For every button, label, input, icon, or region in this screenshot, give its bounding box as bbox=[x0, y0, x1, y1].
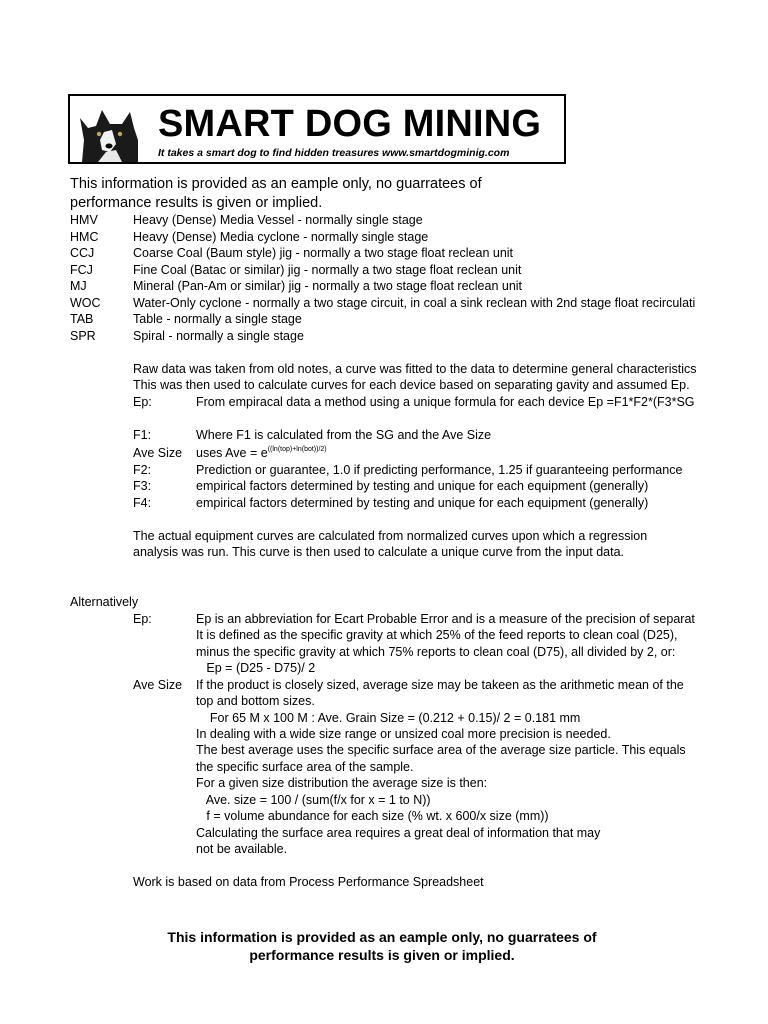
factor-text: Prediction or guarantee, 1.0 if predicting performance, 1.25 if guaranteeing performance bbox=[196, 463, 683, 477]
alt-ave-line: For a given size distribution the average size is then: bbox=[196, 776, 488, 790]
alt-ep-formula: Ep = (D25 - D75)/ 2 bbox=[196, 661, 316, 675]
alt-ave-label: Ave Size bbox=[133, 678, 183, 692]
abbrev-desc: Mineral (Pan-Am or similar) jig - normally a two stage float reclean unit bbox=[133, 279, 523, 293]
intro-line-1: This information is provided as an eample only, no guarratees of bbox=[70, 176, 482, 192]
ep-label: Ep: bbox=[133, 395, 152, 409]
abbrev-code: CCJ bbox=[70, 246, 95, 260]
dog-logo bbox=[76, 100, 142, 162]
actual-line-2: analysis was run. This curve is then used to calculate a unique curve from the input data. bbox=[133, 545, 625, 559]
footer-line-1: This information is provided as an eample only, no guarratees of bbox=[167, 929, 597, 945]
factor-label: F3: bbox=[133, 479, 152, 493]
abbrev-desc: Heavy (Dense) Media Vessel - normally single stage bbox=[133, 213, 423, 227]
actual-line-1: The actual equipment curves are calculated from normalized curves upon which a regression bbox=[133, 529, 648, 543]
alt-ep-line: Ep is an abbreviation for Ecart Probable Error and is a measure of the precision of separat bbox=[196, 612, 695, 626]
abbrev-code: FCJ bbox=[70, 263, 93, 277]
abbrev-code: MJ bbox=[70, 279, 87, 293]
abbrev-desc: Coarse Coal (Baum style) jig - normally a two stage float reclean unit bbox=[133, 246, 514, 260]
alt-ave-line: Ave. size = 100 / (sum(f/x for x = 1 to N)) bbox=[196, 793, 431, 807]
abbrev-desc: Table - normally a single stage bbox=[133, 312, 302, 326]
factor-text: empirical factors determined by testing and unique for each equipment (generally) bbox=[196, 496, 649, 510]
alt-heading: Alternatively bbox=[70, 595, 139, 609]
abbrev-code: TAB bbox=[70, 312, 94, 326]
raw-line-1: Raw data was taken from old notes, a curve was fitted to the data to determine general characteristics bbox=[133, 362, 697, 376]
header-banner bbox=[68, 94, 566, 164]
intro-line-2: performance results is given or implied. bbox=[70, 195, 323, 211]
factor-text: Where F1 is calculated from the SG and the Ave Size bbox=[196, 428, 492, 442]
alt-ave-line: top and bottom sizes. bbox=[196, 694, 315, 708]
brand-title: SMART DOG MINING bbox=[158, 103, 542, 145]
ep-formula: From empiracal data a method using a unique formula for each device Ep =F1*F2*(F3*SG bbox=[196, 395, 695, 409]
abbrev-desc: Water-Only cyclone - normally a two stage circuit, in coal a sink reclean with 2nd stage float recirculati bbox=[133, 296, 696, 310]
alt-ave-line: the specific surface area of the sample. bbox=[196, 760, 414, 774]
abbrev-code: HMV bbox=[70, 213, 98, 227]
abbrev-desc: Spiral - normally a single stage bbox=[133, 329, 304, 343]
brand-tagline: It takes a smart dog to find hidden treasures www.smartdogminig.com bbox=[158, 147, 510, 159]
factor-label: Ave Size bbox=[133, 446, 183, 460]
work-note: Work is based on data from Process Performance Spreadsheet bbox=[133, 875, 484, 889]
alt-ave-line: For 65 M x 100 M : Ave. Grain Size = (0.212 + 0.15)/ 2 = 0.181 mm bbox=[196, 711, 581, 725]
factor-text: uses Ave = $e^{((ln(top)+ln(bot))/2)}$ bbox=[196, 446, 327, 460]
abbrev-code: SPR bbox=[70, 329, 96, 343]
factor-text: empirical factors determined by testing and unique for each equipment (generally) bbox=[196, 479, 649, 493]
abbrev-code: WOC bbox=[70, 296, 101, 310]
abbrev-code: HMC bbox=[70, 230, 99, 244]
abbrev-desc: Fine Coal (Batac or similar) jig - normally a two stage float reclean unit bbox=[133, 263, 522, 277]
abbrev-desc: Heavy (Dense) Media cyclone - normally single stage bbox=[133, 230, 429, 244]
alt-ave-line: The best average uses the specific surface area of the average size particle. This equals bbox=[196, 743, 686, 757]
footer-disclaimer bbox=[0, 928, 768, 964]
alt-ave-line: In dealing with a wide size range or unsized coal more precision is needed. bbox=[196, 727, 611, 741]
alt-ave-line: If the product is closely sized, average size may be takeen as the arithmetic mean of the bbox=[196, 678, 684, 692]
raw-line-2: This was then used to calculate curves for each device based on separating gavity and assumed Ep. bbox=[133, 378, 690, 392]
alt-ave-line: not be available. bbox=[196, 842, 288, 856]
alt-ep-label: Ep: bbox=[133, 612, 152, 626]
footer-line-2: performance results is given or implied. bbox=[249, 947, 515, 963]
factor-label: F1: bbox=[133, 428, 152, 442]
factor-label: F4: bbox=[133, 496, 152, 510]
alt-ep-line: minus the specific gravity at which 75% reports to clean coal (D75), all divided by 2, or: bbox=[196, 645, 676, 659]
alt-ave-line: Calculating the surface area requires a great deal of information that may bbox=[196, 826, 601, 840]
alt-ave-line: f = volume abundance for each size (% wt. x 600/x size (mm)) bbox=[196, 809, 549, 823]
alt-ep-line: It is defined as the specific gravity at which 25% of the feed reports to clean coal (D25), bbox=[196, 628, 678, 642]
factor-label: F2: bbox=[133, 463, 152, 477]
